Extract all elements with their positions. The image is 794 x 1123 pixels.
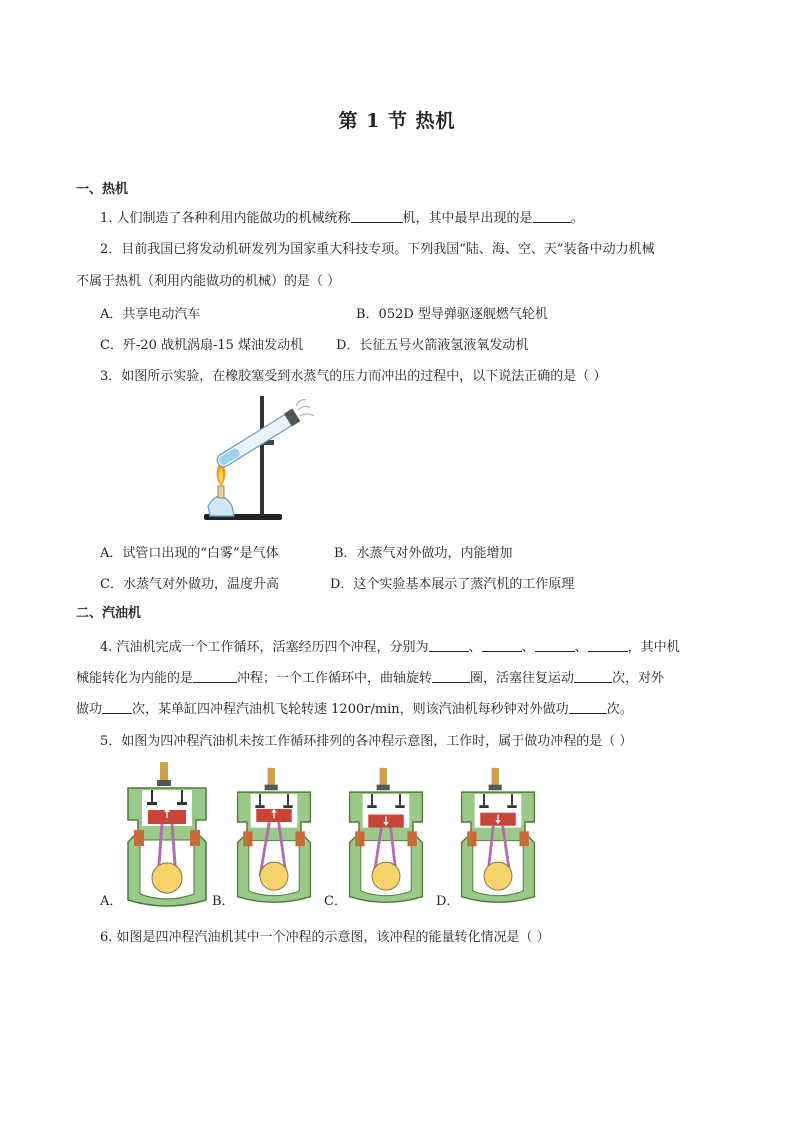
answer-blank[interactable] (574, 670, 612, 683)
answer-blank[interactable] (569, 701, 607, 714)
question-4-line-1 (100, 636, 680, 655)
question-4-text: 次。 (606, 702, 633, 717)
engine-stroke-diagram-c (344, 766, 428, 906)
question-1-text-c: 。 (570, 211, 584, 226)
answer-blank[interactable] (535, 639, 575, 652)
section-heading-gasoline-engine: 二、汽油机 (76, 606, 142, 621)
test-tube-apparatus-figure (190, 388, 320, 528)
question-4-line-2 (76, 667, 664, 686)
page-title: 第 1 节 热机 (338, 110, 456, 132)
question-5-line-1: 5．如图为四冲程汽油机未按工作循环排列的各冲程示意图，工作时，属于做功冲程的是（ ） (100, 734, 633, 749)
answer-blank[interactable] (533, 210, 571, 223)
question-4-text: 冲程；一个工作循环中，曲轴旋转 (237, 671, 433, 686)
question-5-label-a[interactable]: A． (100, 894, 123, 909)
answer-blank[interactable] (429, 639, 469, 652)
answer-blank[interactable] (102, 701, 132, 714)
question-2-line-1: 2．目前我国已将发动机研发列为国家重大科技专项。下列我国“陆、海、空、天”装备中动力机械 (100, 242, 655, 257)
question-4-text: ，其中机 (627, 640, 680, 655)
engine-stroke-diagram-b (232, 766, 316, 906)
engine-stroke-diagram-d (456, 766, 540, 906)
question-3-option-d[interactable]: D．这个实验基本展示了蒸汽机的工作原理 (330, 577, 575, 592)
answer-blank[interactable] (351, 210, 403, 223)
question-6-line-1: 6. 如图是四冲程汽油机其中一个冲程的示意图，该冲程的能量转化情况是（ ） (100, 930, 550, 945)
question-4-text: 4. 汽油机完成一个工作循环，活塞经历四个冲程，分别为 (100, 640, 429, 655)
question-5-label-d[interactable]: D． (436, 894, 460, 909)
answer-blank[interactable] (588, 639, 628, 652)
question-2-line-2: 不属于热机（利用内能做功的机械）的是（ ） (76, 274, 341, 289)
separator: 、 (521, 640, 535, 655)
question-4-text: 次，对外 (612, 671, 665, 686)
question-4-line-3 (76, 698, 633, 717)
question-4-text: 次，某单缸四冲程汽油机飞轮转速 1200r/min，则该汽油机每秒钟对外做功 (132, 702, 569, 717)
answer-blank[interactable] (482, 639, 522, 652)
answer-blank[interactable] (193, 670, 237, 683)
question-1 (100, 207, 584, 226)
question-3-option-b[interactable]: B．水蒸气对外做功，内能增加 (334, 546, 513, 561)
question-2-option-a[interactable]: A．共享电动汽车 (100, 307, 201, 322)
question-3-line-1: 3．如图所示实验，在橡胶塞受到水蒸气的压力而冲出的过程中，以下说法正确的是（ ） (100, 369, 607, 384)
question-1-text-a: 1. 人们制造了各种利用内能做功的机械统称 (100, 211, 351, 226)
answer-blank[interactable] (432, 670, 470, 683)
question-2-option-b[interactable]: B．052D 型导弹驱逐舰燃气轮机 (356, 307, 548, 322)
question-4-text: 械能转化为内能的是 (76, 671, 194, 686)
question-3-option-a[interactable]: A．试管口出现的“白雾”是气体 (100, 546, 279, 561)
question-4-text: 做功 (76, 702, 103, 717)
question-5-label-c[interactable]: C． (324, 894, 347, 909)
question-5-label-b[interactable]: B． (212, 894, 235, 909)
separator: 、 (468, 640, 482, 655)
separator: 、 (574, 640, 588, 655)
question-1-text-b: 机，其中最早出现的是 (402, 211, 533, 226)
question-2-option-d[interactable]: D．长征五号火箭液氢液氧发动机 (336, 338, 529, 353)
engine-stroke-diagram-a (122, 760, 212, 910)
question-3-option-c[interactable]: C．水蒸气对外做功，温度升高 (100, 577, 279, 592)
question-2-option-c[interactable]: C．歼-20 战机涡扇-15 煤油发动机 (100, 338, 304, 353)
section-heading-heat-engine: 一、热机 (76, 182, 129, 197)
question-4-text: 圈，活塞往复运动 (470, 671, 575, 686)
